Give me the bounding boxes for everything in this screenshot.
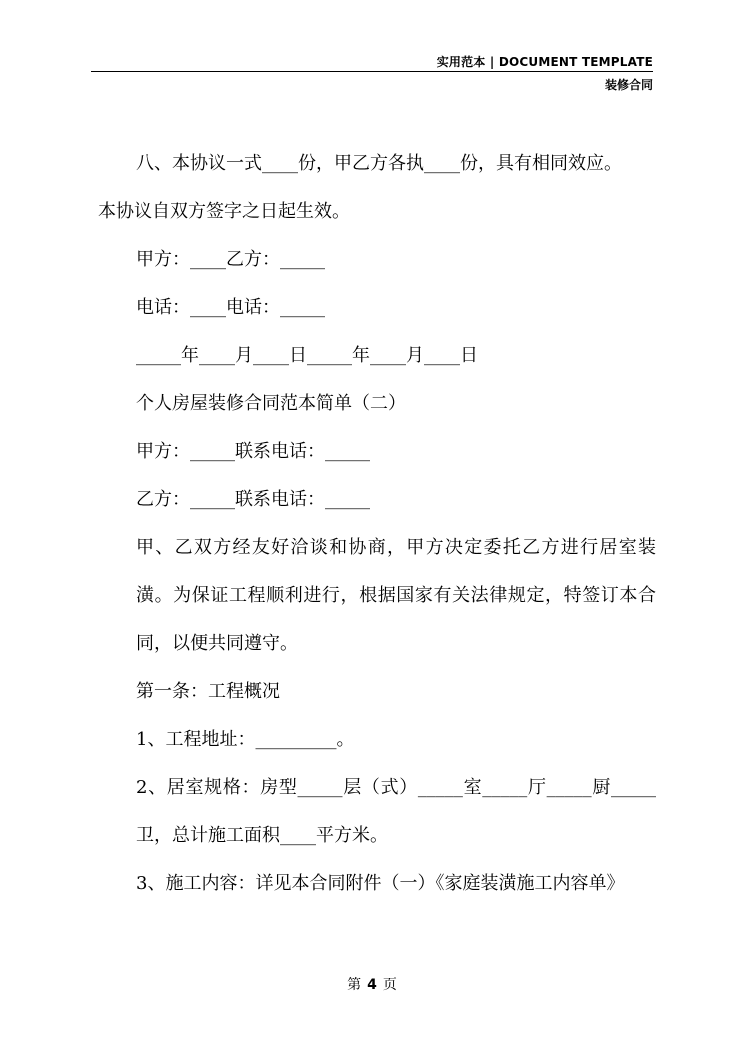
article-one-title: 第一条：工程概况 <box>136 681 280 702</box>
document-body <box>98 140 656 908</box>
effective-statement: 本协议自双方签字之日起生效。 <box>98 201 350 222</box>
section-title: 个人房屋装修合同范本简单（二） <box>136 393 406 414</box>
parties-signature-line: 甲方：____乙方：_____ <box>136 249 325 270</box>
header-subtitle: 装修合同 <box>604 78 653 92</box>
clause-copies: 八、本协议一式____份，甲乙方各执____份，具有相同效应。 <box>136 153 622 174</box>
page-footer <box>0 974 744 994</box>
party-b-line: 乙方：_____联系电话：_____ <box>136 489 370 510</box>
page-header <box>0 0 744 100</box>
agreement-intro: 甲、乙双方经友好洽谈和协商，甲方决定委托乙方进行居室装潢。为保证工程顺利进行，根据国家有关法律规定，特签订本合同，以便共同遵守。 <box>136 537 656 654</box>
footer-suffix: 页 <box>382 977 397 993</box>
footer-prefix: 第 <box>347 977 362 993</box>
header-divider <box>91 71 653 72</box>
header-title: 实用范本 | DOCUMENT TEMPLATE <box>436 55 653 69</box>
party-a-line: 甲方：_____联系电话：_____ <box>136 441 370 462</box>
project-address: 1、工程地址：_________。 <box>136 729 355 750</box>
date-line: _____年____月____日_____年____月____日 <box>136 345 478 366</box>
room-specification: 2、居室规格：房型_____层（式）_____室_____厅_____厨_____卫，总计施工面积____平方米。 <box>136 777 656 846</box>
phone-line: 电话：____电话：_____ <box>136 297 325 318</box>
construction-content: 3、施工内容：详见本合同附件（一）《家庭装潢施工内容单》 <box>136 873 625 894</box>
page-number: 4 <box>367 977 377 993</box>
